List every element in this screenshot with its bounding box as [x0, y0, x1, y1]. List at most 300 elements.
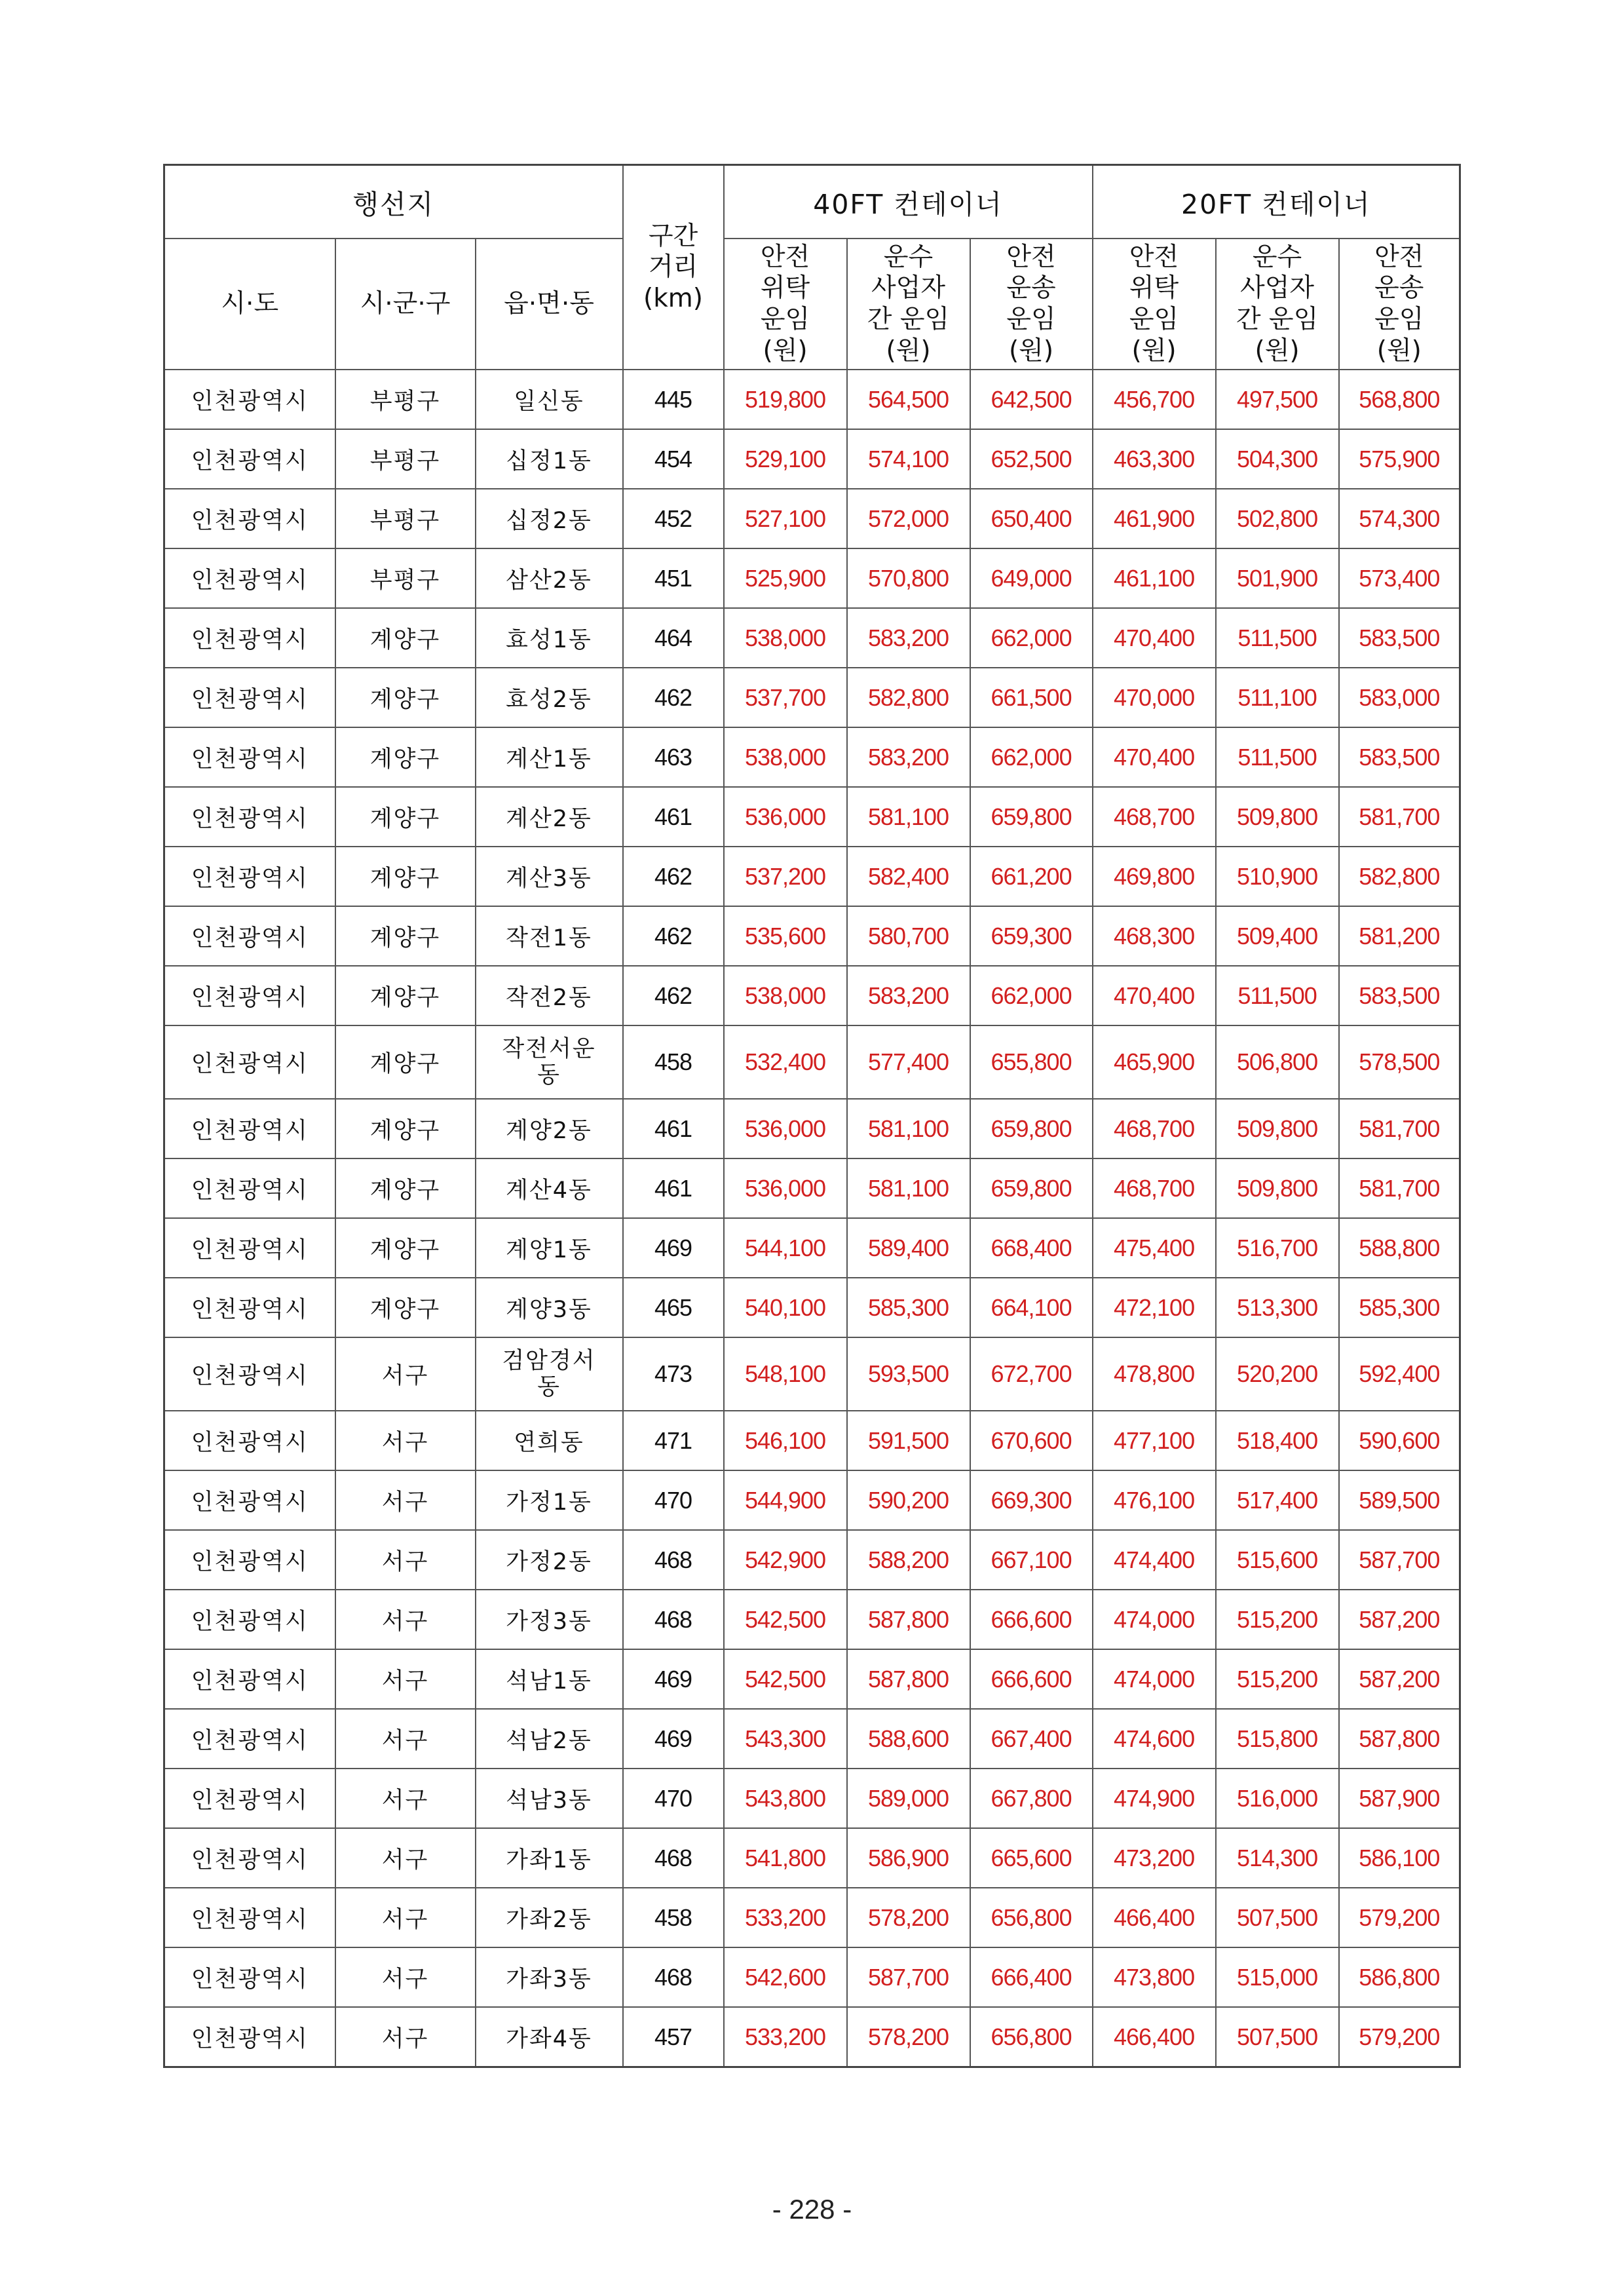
- cell-20ft-safe-transport-fare: 579,200: [1339, 1888, 1460, 1947]
- cell-20ft-safe-consign-fare: 465,900: [1093, 1025, 1216, 1099]
- cell-20ft-safe-transport-fare: 581,700: [1339, 787, 1460, 847]
- cell-20ft-safe-consign-fare: 469,800: [1093, 847, 1216, 906]
- cell-20ft-safe-transport-fare: 585,300: [1339, 1278, 1460, 1337]
- table-row: [164, 1888, 1460, 1947]
- cell-sido: 인천광역시: [164, 1947, 335, 2007]
- cell-sigungu: 서구: [335, 1769, 476, 1828]
- cell-distance-km: 468: [623, 1828, 724, 1888]
- cell-sigungu: 계양구: [335, 727, 476, 787]
- cell-sigungu: 서구: [335, 1530, 476, 1590]
- cell-20ft-safe-transport-fare: 574,300: [1339, 489, 1460, 548]
- cell-20ft-safe-transport-fare: 575,900: [1339, 429, 1460, 489]
- cell-eupmyeondong: 작전2동: [476, 966, 623, 1025]
- cell-40ft-safe-consign-fare: 543,800: [724, 1769, 847, 1828]
- cell-sido: 인천광역시: [164, 668, 335, 727]
- cell-20ft-safe-consign-fare: 474,000: [1093, 1590, 1216, 1649]
- cell-40ft-safe-transport-fare: 659,300: [970, 906, 1093, 966]
- header-sigungu: 시·군·구: [335, 239, 476, 370]
- cell-20ft-safe-consign-fare: 474,600: [1093, 1709, 1216, 1769]
- cell-20ft-safe-consign-fare: 456,700: [1093, 370, 1216, 429]
- cell-sigungu: 계양구: [335, 906, 476, 966]
- cell-eupmyeondong: 가좌4동: [476, 2007, 623, 2067]
- cell-sido: 인천광역시: [164, 1337, 335, 1411]
- cell-20ft-carrier-fare: 511,500: [1216, 727, 1339, 787]
- table-row: [164, 1218, 1460, 1278]
- cell-sido: 인천광역시: [164, 1411, 335, 1470]
- cell-40ft-safe-transport-fare: 669,300: [970, 1470, 1093, 1530]
- cell-sigungu: 부평구: [335, 370, 476, 429]
- cell-40ft-safe-consign-fare: 543,300: [724, 1709, 847, 1769]
- cell-sigungu: 서구: [335, 1590, 476, 1649]
- cell-eupmyeondong: 일신동: [476, 370, 623, 429]
- cell-20ft-carrier-fare: 511,500: [1216, 966, 1339, 1025]
- cell-20ft-safe-consign-fare: 473,200: [1093, 1828, 1216, 1888]
- cell-sido: 인천광역시: [164, 1278, 335, 1337]
- cell-sigungu: 서구: [335, 1947, 476, 2007]
- cell-40ft-carrier-fare: 589,000: [847, 1769, 970, 1828]
- table-row: [164, 966, 1460, 1025]
- cell-40ft-carrier-fare: 583,200: [847, 608, 970, 668]
- cell-40ft-safe-consign-fare: 542,500: [724, 1590, 847, 1649]
- cell-20ft-safe-transport-fare: 587,800: [1339, 1709, 1460, 1769]
- cell-sido: 인천광역시: [164, 2007, 335, 2067]
- cell-sigungu: 서구: [335, 1888, 476, 1947]
- cell-40ft-carrier-fare: 593,500: [847, 1337, 970, 1411]
- cell-20ft-carrier-fare: 502,800: [1216, 489, 1339, 548]
- cell-20ft-safe-consign-fare: 470,400: [1093, 966, 1216, 1025]
- cell-20ft-carrier-fare: 497,500: [1216, 370, 1339, 429]
- cell-sido: 인천광역시: [164, 1709, 335, 1769]
- cell-distance-km: 468: [623, 1590, 724, 1649]
- cell-20ft-carrier-fare: 513,300: [1216, 1278, 1339, 1337]
- cell-20ft-safe-consign-fare: 473,800: [1093, 1947, 1216, 2007]
- cell-distance-km: 463: [623, 727, 724, 787]
- cell-40ft-safe-consign-fare: 541,800: [724, 1828, 847, 1888]
- cell-40ft-safe-transport-fare: 664,100: [970, 1278, 1093, 1337]
- cell-eupmyeondong: 가정3동: [476, 1590, 623, 1649]
- cell-distance-km: 473: [623, 1337, 724, 1411]
- cell-40ft-safe-consign-fare: 537,700: [724, 668, 847, 727]
- cell-20ft-safe-transport-fare: 587,700: [1339, 1530, 1460, 1590]
- cell-20ft-safe-consign-fare: 463,300: [1093, 429, 1216, 489]
- cell-20ft-safe-transport-fare: 579,200: [1339, 2007, 1460, 2067]
- freight-rate-table: [163, 164, 1461, 2068]
- cell-distance-km: 457: [623, 2007, 724, 2067]
- cell-40ft-safe-consign-fare: 535,600: [724, 906, 847, 966]
- cell-20ft-safe-transport-fare: 588,800: [1339, 1218, 1460, 1278]
- cell-20ft-safe-consign-fare: 470,400: [1093, 727, 1216, 787]
- cell-eupmyeondong: 효성1동: [476, 608, 623, 668]
- cell-distance-km: 462: [623, 847, 724, 906]
- table-row: [164, 489, 1460, 548]
- cell-40ft-safe-consign-fare: 540,100: [724, 1278, 847, 1337]
- table-row: [164, 906, 1460, 966]
- cell-eupmyeondong: 계산2동: [476, 787, 623, 847]
- cell-distance-km: 462: [623, 668, 724, 727]
- cell-eupmyeondong: 작전1동: [476, 906, 623, 966]
- header-20ft-safe-transport-fare: 안전 운송 운임 (원): [1339, 239, 1460, 370]
- cell-40ft-safe-transport-fare: 662,000: [970, 727, 1093, 787]
- header-destination: 행선지: [164, 165, 623, 239]
- cell-sigungu: 서구: [335, 1828, 476, 1888]
- cell-20ft-carrier-fare: 515,200: [1216, 1590, 1339, 1649]
- cell-40ft-carrier-fare: 582,800: [847, 668, 970, 727]
- cell-20ft-safe-transport-fare: 573,400: [1339, 548, 1460, 608]
- cell-20ft-safe-consign-fare: 470,400: [1093, 608, 1216, 668]
- cell-sido: 인천광역시: [164, 548, 335, 608]
- cell-40ft-safe-consign-fare: 532,400: [724, 1025, 847, 1099]
- cell-40ft-safe-consign-fare: 525,900: [724, 548, 847, 608]
- cell-sigungu: 계양구: [335, 608, 476, 668]
- header-20ft-safe-consign-fare: 안전 위탁 운임 (원): [1093, 239, 1216, 370]
- cell-40ft-safe-transport-fare: 659,800: [970, 1099, 1093, 1158]
- cell-20ft-safe-consign-fare: 468,700: [1093, 1099, 1216, 1158]
- cell-20ft-carrier-fare: 510,900: [1216, 847, 1339, 906]
- header-40ft-carrier-fare: 운수 사업자 간 운임 (원): [847, 239, 970, 370]
- cell-20ft-safe-transport-fare: 578,500: [1339, 1025, 1460, 1099]
- page-number: - 228 -: [772, 2194, 852, 2225]
- cell-20ft-safe-consign-fare: 474,400: [1093, 1530, 1216, 1590]
- cell-sido: 인천광역시: [164, 966, 335, 1025]
- cell-20ft-carrier-fare: 518,400: [1216, 1411, 1339, 1470]
- cell-sido: 인천광역시: [164, 1158, 335, 1218]
- cell-distance-km: 468: [623, 1947, 724, 2007]
- cell-40ft-carrier-fare: 587,700: [847, 1947, 970, 2007]
- cell-sido: 인천광역시: [164, 847, 335, 906]
- cell-40ft-carrier-fare: 591,500: [847, 1411, 970, 1470]
- table-row: [164, 1530, 1460, 1590]
- cell-40ft-safe-transport-fare: 652,500: [970, 429, 1093, 489]
- cell-20ft-safe-consign-fare: 476,100: [1093, 1470, 1216, 1530]
- cell-eupmyeondong: 계양3동: [476, 1278, 623, 1337]
- cell-40ft-safe-transport-fare: 662,000: [970, 966, 1093, 1025]
- cell-20ft-safe-transport-fare: 587,200: [1339, 1590, 1460, 1649]
- cell-sigungu: 계양구: [335, 1218, 476, 1278]
- cell-20ft-safe-consign-fare: 474,900: [1093, 1769, 1216, 1828]
- cell-sido: 인천광역시: [164, 1828, 335, 1888]
- cell-40ft-carrier-fare: 588,600: [847, 1709, 970, 1769]
- cell-eupmyeondong: 십정2동: [476, 489, 623, 548]
- cell-40ft-safe-consign-fare: 536,000: [724, 1158, 847, 1218]
- cell-distance-km: 458: [623, 1888, 724, 1947]
- cell-40ft-carrier-fare: 581,100: [847, 1099, 970, 1158]
- cell-40ft-safe-transport-fare: 668,400: [970, 1218, 1093, 1278]
- cell-20ft-safe-consign-fare: 470,000: [1093, 668, 1216, 727]
- cell-40ft-safe-consign-fare: 537,200: [724, 847, 847, 906]
- table-row: [164, 1649, 1460, 1709]
- cell-sido: 인천광역시: [164, 1218, 335, 1278]
- cell-20ft-safe-consign-fare: 474,000: [1093, 1649, 1216, 1709]
- cell-40ft-carrier-fare: 583,200: [847, 966, 970, 1025]
- table-row: [164, 1709, 1460, 1769]
- cell-20ft-carrier-fare: 511,500: [1216, 608, 1339, 668]
- table-row: [164, 2007, 1460, 2067]
- cell-eupmyeondong: 석남3동: [476, 1769, 623, 1828]
- table-row: [164, 1769, 1460, 1828]
- cell-20ft-carrier-fare: 516,000: [1216, 1769, 1339, 1828]
- cell-40ft-carrier-fare: 583,200: [847, 727, 970, 787]
- cell-20ft-safe-transport-fare: 581,700: [1339, 1158, 1460, 1218]
- table-row: [164, 1099, 1460, 1158]
- cell-20ft-safe-consign-fare: 461,100: [1093, 548, 1216, 608]
- cell-sigungu: 부평구: [335, 548, 476, 608]
- cell-40ft-carrier-fare: 586,900: [847, 1828, 970, 1888]
- cell-20ft-safe-consign-fare: 477,100: [1093, 1411, 1216, 1470]
- cell-sigungu: 부평구: [335, 489, 476, 548]
- cell-40ft-carrier-fare: 585,300: [847, 1278, 970, 1337]
- cell-20ft-safe-transport-fare: 583,000: [1339, 668, 1460, 727]
- cell-sido: 인천광역시: [164, 489, 335, 548]
- cell-40ft-safe-transport-fare: 656,800: [970, 1888, 1093, 1947]
- cell-20ft-safe-transport-fare: 582,800: [1339, 847, 1460, 906]
- cell-eupmyeondong: 계산4동: [476, 1158, 623, 1218]
- table-row: [164, 847, 1460, 906]
- cell-sido: 인천광역시: [164, 727, 335, 787]
- cell-40ft-safe-transport-fare: 665,600: [970, 1828, 1093, 1888]
- cell-40ft-safe-transport-fare: 666,400: [970, 1947, 1093, 2007]
- cell-40ft-safe-consign-fare: 527,100: [724, 489, 847, 548]
- cell-sido: 인천광역시: [164, 370, 335, 429]
- table-row: [164, 1158, 1460, 1218]
- cell-distance-km: 470: [623, 1769, 724, 1828]
- cell-40ft-safe-consign-fare: 542,500: [724, 1649, 847, 1709]
- cell-eupmyeondong: 석남2동: [476, 1709, 623, 1769]
- cell-distance-km: 469: [623, 1218, 724, 1278]
- cell-40ft-carrier-fare: 564,500: [847, 370, 970, 429]
- table-row: [164, 1590, 1460, 1649]
- cell-40ft-safe-consign-fare: 533,200: [724, 2007, 847, 2067]
- cell-distance-km: 462: [623, 966, 724, 1025]
- cell-40ft-safe-consign-fare: 542,600: [724, 1947, 847, 2007]
- cell-sigungu: 서구: [335, 1709, 476, 1769]
- cell-40ft-carrier-fare: 570,800: [847, 548, 970, 608]
- cell-eupmyeondong: 가정1동: [476, 1470, 623, 1530]
- header-sido: 시·도: [164, 239, 335, 370]
- cell-20ft-safe-transport-fare: 581,200: [1339, 906, 1460, 966]
- cell-40ft-safe-transport-fare: 661,500: [970, 668, 1093, 727]
- cell-sigungu: 서구: [335, 1411, 476, 1470]
- cell-20ft-carrier-fare: 514,300: [1216, 1828, 1339, 1888]
- cell-40ft-safe-transport-fare: 662,000: [970, 608, 1093, 668]
- cell-20ft-carrier-fare: 506,800: [1216, 1025, 1339, 1099]
- cell-40ft-carrier-fare: 574,100: [847, 429, 970, 489]
- cell-sigungu: 서구: [335, 1649, 476, 1709]
- header-distance: 구간 거리 (km): [623, 165, 724, 370]
- cell-40ft-safe-consign-fare: 546,100: [724, 1411, 847, 1470]
- cell-40ft-safe-consign-fare: 529,100: [724, 429, 847, 489]
- cell-distance-km: 464: [623, 608, 724, 668]
- table-row: [164, 727, 1460, 787]
- table-row: [164, 668, 1460, 727]
- cell-20ft-carrier-fare: 509,800: [1216, 1099, 1339, 1158]
- cell-40ft-safe-consign-fare: 542,900: [724, 1530, 847, 1590]
- cell-distance-km: 470: [623, 1470, 724, 1530]
- cell-20ft-carrier-fare: 509,800: [1216, 1158, 1339, 1218]
- cell-sigungu: 부평구: [335, 429, 476, 489]
- cell-20ft-carrier-fare: 516,700: [1216, 1218, 1339, 1278]
- cell-eupmyeondong: 십정1동: [476, 429, 623, 489]
- cell-20ft-carrier-fare: 501,900: [1216, 548, 1339, 608]
- table-row: [164, 370, 1460, 429]
- cell-distance-km: 468: [623, 1530, 724, 1590]
- cell-distance-km: 458: [623, 1025, 724, 1099]
- cell-20ft-safe-transport-fare: 581,700: [1339, 1099, 1460, 1158]
- cell-40ft-safe-consign-fare: 536,000: [724, 787, 847, 847]
- cell-20ft-carrier-fare: 507,500: [1216, 1888, 1339, 1947]
- cell-40ft-carrier-fare: 589,400: [847, 1218, 970, 1278]
- cell-20ft-carrier-fare: 515,600: [1216, 1530, 1339, 1590]
- cell-20ft-carrier-fare: 515,000: [1216, 1947, 1339, 2007]
- cell-eupmyeondong: 삼산2동: [476, 548, 623, 608]
- cell-sido: 인천광역시: [164, 1649, 335, 1709]
- cell-eupmyeondong: 계산3동: [476, 847, 623, 906]
- table-row: [164, 548, 1460, 608]
- cell-eupmyeondong: 계양1동: [476, 1218, 623, 1278]
- cell-sigungu: 계양구: [335, 1099, 476, 1158]
- table-row: [164, 1828, 1460, 1888]
- cell-20ft-safe-transport-fare: 586,800: [1339, 1947, 1460, 2007]
- cell-distance-km: 461: [623, 787, 724, 847]
- cell-40ft-safe-transport-fare: 650,400: [970, 489, 1093, 548]
- cell-20ft-carrier-fare: 504,300: [1216, 429, 1339, 489]
- cell-20ft-carrier-fare: 520,200: [1216, 1337, 1339, 1411]
- cell-20ft-carrier-fare: 511,100: [1216, 668, 1339, 727]
- cell-sido: 인천광역시: [164, 1769, 335, 1828]
- cell-20ft-safe-consign-fare: 475,400: [1093, 1218, 1216, 1278]
- cell-40ft-carrier-fare: 590,200: [847, 1470, 970, 1530]
- cell-40ft-safe-consign-fare: 544,900: [724, 1470, 847, 1530]
- cell-40ft-safe-consign-fare: 533,200: [724, 1888, 847, 1947]
- header-20ft-carrier-fare: 운수 사업자 간 운임 (원): [1216, 239, 1339, 370]
- cell-40ft-carrier-fare: 581,100: [847, 1158, 970, 1218]
- cell-20ft-safe-transport-fare: 586,100: [1339, 1828, 1460, 1888]
- cell-20ft-carrier-fare: 507,500: [1216, 2007, 1339, 2067]
- table-row: [164, 1947, 1460, 2007]
- cell-20ft-carrier-fare: 509,800: [1216, 787, 1339, 847]
- cell-40ft-carrier-fare: 578,200: [847, 2007, 970, 2067]
- cell-20ft-safe-consign-fare: 472,100: [1093, 1278, 1216, 1337]
- cell-20ft-safe-consign-fare: 466,400: [1093, 2007, 1216, 2067]
- table-row: [164, 1411, 1460, 1470]
- cell-20ft-safe-transport-fare: 583,500: [1339, 727, 1460, 787]
- cell-20ft-carrier-fare: 515,200: [1216, 1649, 1339, 1709]
- cell-40ft-safe-transport-fare: 661,200: [970, 847, 1093, 906]
- cell-40ft-carrier-fare: 582,400: [847, 847, 970, 906]
- cell-20ft-carrier-fare: 515,800: [1216, 1709, 1339, 1769]
- table-row: [164, 1470, 1460, 1530]
- table-row: [164, 787, 1460, 847]
- cell-eupmyeondong: 가정2동: [476, 1530, 623, 1590]
- cell-distance-km: 471: [623, 1411, 724, 1470]
- cell-distance-km: 461: [623, 1099, 724, 1158]
- cell-distance-km: 445: [623, 370, 724, 429]
- cell-20ft-safe-transport-fare: 583,500: [1339, 608, 1460, 668]
- cell-40ft-carrier-fare: 577,400: [847, 1025, 970, 1099]
- table-row: [164, 1278, 1460, 1337]
- cell-distance-km: 469: [623, 1649, 724, 1709]
- cell-20ft-safe-consign-fare: 468,700: [1093, 1158, 1216, 1218]
- cell-40ft-safe-transport-fare: 666,600: [970, 1590, 1093, 1649]
- header-40ft-container: 40FT 컨테이너: [724, 165, 1093, 239]
- cell-distance-km: 465: [623, 1278, 724, 1337]
- cell-sido: 인천광역시: [164, 787, 335, 847]
- cell-distance-km: 451: [623, 548, 724, 608]
- cell-20ft-safe-transport-fare: 587,900: [1339, 1769, 1460, 1828]
- cell-sido: 인천광역시: [164, 1470, 335, 1530]
- cell-40ft-safe-consign-fare: 536,000: [724, 1099, 847, 1158]
- cell-20ft-safe-transport-fare: 590,600: [1339, 1411, 1460, 1470]
- cell-40ft-safe-transport-fare: 666,600: [970, 1649, 1093, 1709]
- cell-sigungu: 계양구: [335, 1278, 476, 1337]
- header-20ft-container: 20FT 컨테이너: [1093, 165, 1460, 239]
- cell-20ft-safe-consign-fare: 478,800: [1093, 1337, 1216, 1411]
- cell-40ft-safe-consign-fare: 519,800: [724, 370, 847, 429]
- cell-distance-km: 462: [623, 906, 724, 966]
- cell-eupmyeondong: 가좌2동: [476, 1888, 623, 1947]
- cell-40ft-safe-transport-fare: 659,800: [970, 1158, 1093, 1218]
- header-40ft-safe-consign-fare: 안전 위탁 운임 (원): [724, 239, 847, 370]
- cell-40ft-safe-transport-fare: 642,500: [970, 370, 1093, 429]
- cell-40ft-safe-consign-fare: 544,100: [724, 1218, 847, 1278]
- cell-20ft-safe-transport-fare: 589,500: [1339, 1470, 1460, 1530]
- cell-20ft-carrier-fare: 509,400: [1216, 906, 1339, 966]
- cell-distance-km: 469: [623, 1709, 724, 1769]
- cell-40ft-safe-transport-fare: 655,800: [970, 1025, 1093, 1099]
- cell-distance-km: 461: [623, 1158, 724, 1218]
- cell-sido: 인천광역시: [164, 1530, 335, 1590]
- cell-distance-km: 452: [623, 489, 724, 548]
- cell-eupmyeondong: 계산1동: [476, 727, 623, 787]
- cell-20ft-safe-transport-fare: 592,400: [1339, 1337, 1460, 1411]
- cell-sido: 인천광역시: [164, 1888, 335, 1947]
- cell-sido: 인천광역시: [164, 1099, 335, 1158]
- cell-20ft-safe-consign-fare: 466,400: [1093, 1888, 1216, 1947]
- cell-sigungu: 계양구: [335, 847, 476, 906]
- cell-40ft-safe-transport-fare: 656,800: [970, 2007, 1093, 2067]
- cell-eupmyeondong: 연희동: [476, 1411, 623, 1470]
- cell-40ft-carrier-fare: 588,200: [847, 1530, 970, 1590]
- cell-40ft-safe-consign-fare: 538,000: [724, 608, 847, 668]
- cell-sido: 인천광역시: [164, 608, 335, 668]
- table-row: [164, 608, 1460, 668]
- cell-40ft-safe-consign-fare: 538,000: [724, 727, 847, 787]
- cell-eupmyeondong: 계양2동: [476, 1099, 623, 1158]
- cell-eupmyeondong: 가좌1동: [476, 1828, 623, 1888]
- table-row: [164, 1025, 1460, 1099]
- cell-sigungu: 계양구: [335, 1025, 476, 1099]
- cell-40ft-safe-transport-fare: 672,700: [970, 1337, 1093, 1411]
- cell-40ft-carrier-fare: 581,100: [847, 787, 970, 847]
- cell-eupmyeondong: 작전서운 동: [476, 1025, 623, 1099]
- cell-20ft-safe-transport-fare: 568,800: [1339, 370, 1460, 429]
- cell-sido: 인천광역시: [164, 1025, 335, 1099]
- cell-40ft-safe-transport-fare: 659,800: [970, 787, 1093, 847]
- cell-40ft-carrier-fare: 587,800: [847, 1590, 970, 1649]
- cell-40ft-safe-transport-fare: 670,600: [970, 1411, 1093, 1470]
- cell-sigungu: 서구: [335, 2007, 476, 2067]
- cell-sigungu: 계양구: [335, 1158, 476, 1218]
- cell-40ft-safe-transport-fare: 667,400: [970, 1709, 1093, 1769]
- cell-eupmyeondong: 가좌3동: [476, 1947, 623, 2007]
- cell-sido: 인천광역시: [164, 1590, 335, 1649]
- cell-40ft-safe-transport-fare: 649,000: [970, 548, 1093, 608]
- cell-eupmyeondong: 효성2동: [476, 668, 623, 727]
- cell-20ft-safe-consign-fare: 468,700: [1093, 787, 1216, 847]
- cell-sigungu: 계양구: [335, 787, 476, 847]
- table-body: [164, 370, 1460, 2067]
- header-40ft-safe-transport-fare: 안전 운송 운임 (원): [970, 239, 1093, 370]
- cell-40ft-safe-consign-fare: 548,100: [724, 1337, 847, 1411]
